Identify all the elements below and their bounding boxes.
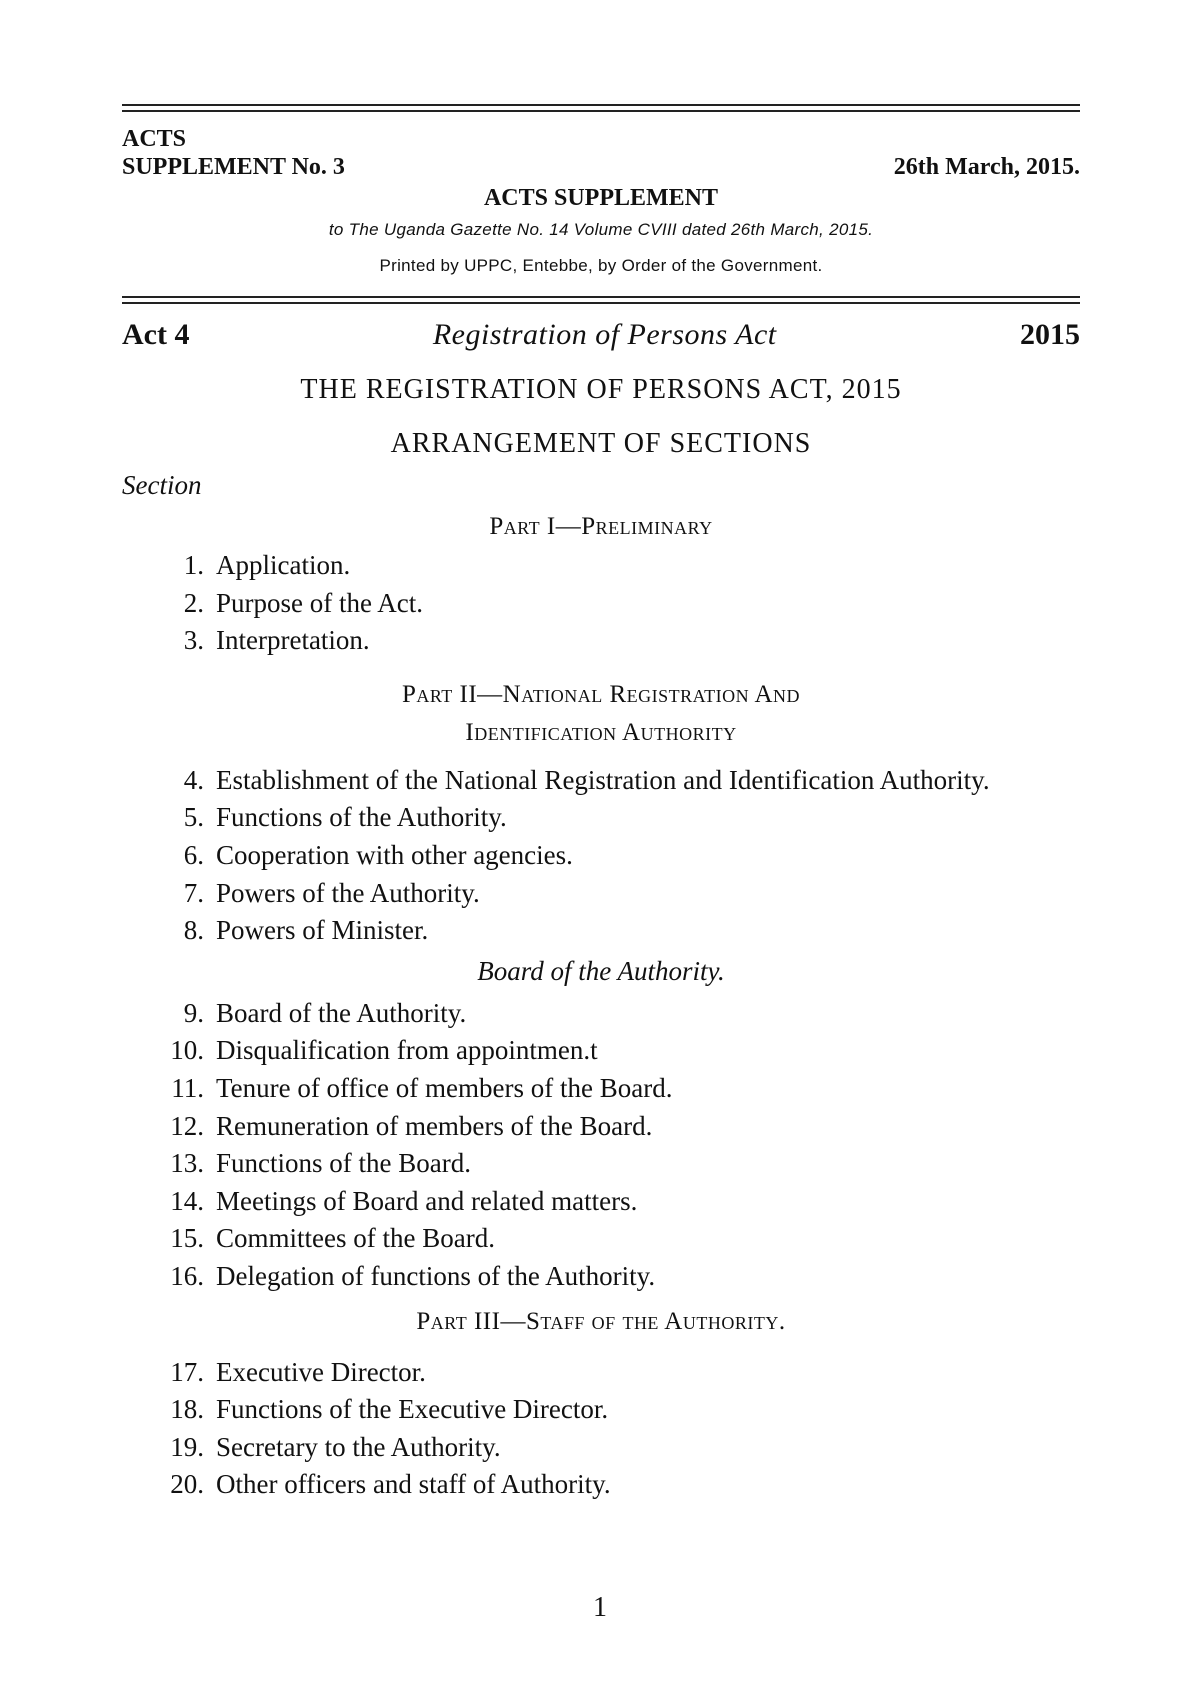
section-item: 19. Secretary to the Authority. — [170, 1431, 501, 1462]
part-3-heading: Part III—Staff of the Authority. — [416, 1307, 786, 1335]
section-item: 3. Interpretation. — [183, 625, 370, 656]
part-2-heading-line-2: Identification Authority — [465, 718, 737, 746]
section-item: 17. Executive Director. — [170, 1356, 426, 1387]
section-item: 9. Board of the Authority. — [183, 997, 467, 1028]
section-item: 1. Application. — [183, 550, 351, 580]
section-list-part-3 — [122, 1354, 1080, 1504]
part-2-heading-line-1: Part II—National Registration And — [401, 680, 801, 708]
act-title: THE REGISTRATION OF PERSONS ACT, 2015 — [300, 374, 902, 405]
part-1-heading: Part I—Preliminary — [489, 513, 713, 540]
supplement-date: 26th March, 2015. — [893, 154, 1080, 180]
top-double-rule — [122, 104, 1080, 112]
header-double-rule — [122, 296, 1080, 304]
gazette-line: to The Uganda Gazette No. 14 Volume CVIII dated 26th March, 2015. — [328, 220, 874, 239]
act-number: Act 4 — [122, 318, 190, 351]
section-item: 20. Other officers and staff of Authority. — [170, 1469, 611, 1500]
section-item: 10. Disqualification from appointmen.t — [170, 1035, 598, 1066]
header-acts: ACTS — [122, 126, 187, 152]
section-item: 8. Powers of Minister. — [183, 915, 429, 946]
section-item: 14. Meetings of Board and related matters. — [170, 1185, 638, 1216]
section-label: Section — [122, 470, 202, 500]
part-2-heading — [122, 676, 1080, 752]
supplement-number: SUPPLEMENT No. 3 — [122, 154, 345, 180]
document-page — [122, 104, 1080, 1504]
act-running-title: Registration of Persons Act — [432, 318, 777, 351]
section-item: 4. Establishment of the National Registration and Identification Authority. — [183, 764, 990, 795]
section-item: 15. Committees of the Board. — [170, 1223, 495, 1254]
section-item: 2. Purpose of the Act. — [183, 587, 423, 618]
printed-line: Printed by UPPC, Entebbe, by Order of the Government. — [379, 256, 823, 275]
section-list-part-2 — [122, 762, 1080, 950]
section-list-part-1 — [122, 547, 1080, 660]
section-item: 18. Functions of the Executive Director. — [170, 1394, 609, 1425]
arrangement-title: ARRANGEMENT OF SECTIONS — [390, 428, 812, 459]
section-item: 12. Remuneration of members of the Board. — [170, 1110, 653, 1141]
act-running-header — [122, 318, 1080, 352]
header-row — [122, 152, 1080, 182]
board-subheading: Board of the Authority. — [477, 955, 725, 986]
section-item: 16. Delegation of functions of the Authority. — [170, 1260, 656, 1291]
section-list-board — [122, 995, 1080, 1296]
section-item: 13. Functions of the Board. — [170, 1148, 471, 1179]
section-item: 7. Powers of the Authority. — [183, 877, 480, 908]
section-item: 11. Tenure of office of members of the Board. — [171, 1072, 673, 1103]
section-item: 6. Cooperation with other agencies. — [183, 839, 573, 870]
act-year: 2015 — [1020, 318, 1080, 351]
supplement-title: ACTS SUPPLEMENT — [483, 185, 719, 211]
page-number: 1 — [593, 1592, 607, 1623]
section-item: 5. Functions of the Authority. — [183, 802, 507, 833]
